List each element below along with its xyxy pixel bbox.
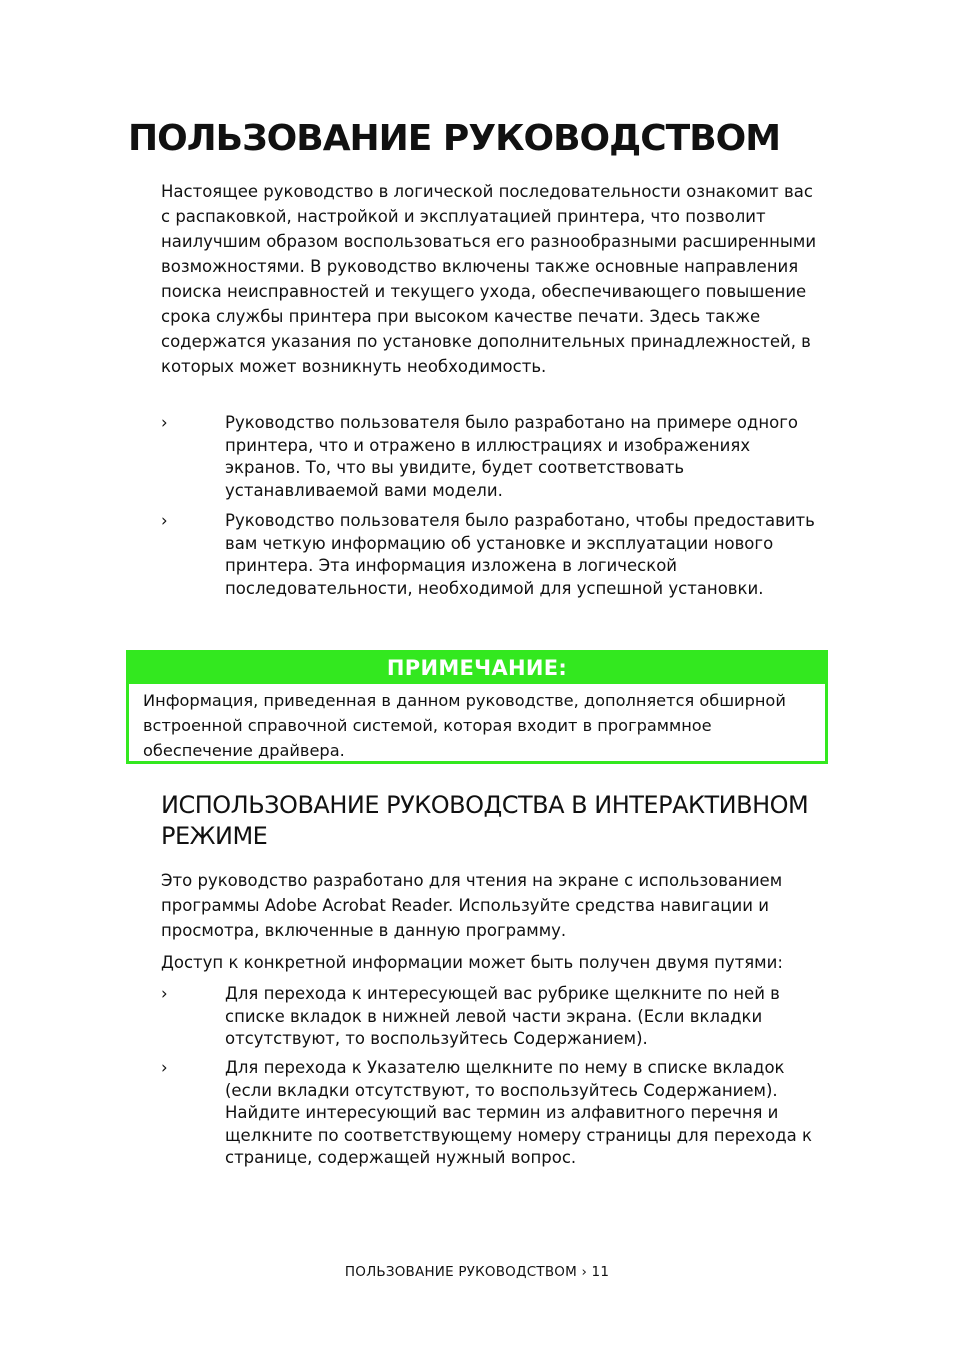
section-paragraph: Доступ к конкретной информации может быть получен двумя путями:: [161, 953, 783, 972]
intro-paragraph: Настоящее руководство в логической последовательности ознакомит вас с распаковкой, настройкой и эксплуатацией принтера, что позволит наилучшим образом воспользоваться его разнообразными расширенными возможностями. В руководство включены также основные направления поиска неисправностей и текущего ухода, обеспечивающего повышение срока службы принтера при высоком качестве печати. Здесь также содержатся указания по установке дополнительных принадлежностей, в которых может возникнуть необходимость.: [161, 182, 817, 376]
list-item-text: Для перехода к интересующей вас рубрике щелкните по ней в списке вкладок в нижней левой части экрана. (Если вкладки отсутствуют, то воспользуйтесь Содержанием).: [225, 984, 780, 1049]
list-item: [161, 1057, 825, 1170]
page-title: ПОЛЬЗОВАНИЕ РУКОВОДСТВОМ: [128, 118, 781, 159]
list-item-text: Руководство пользователя было разработано на примере одного принтера, что и отражено в иллюстрациях и изображениях экранов. То, что вы увидите, будет соответствовать устанавливаемой вами модели.: [225, 413, 798, 500]
list-item: [161, 983, 825, 1051]
note-heading: ПРИМЕЧАНИЕ:: [129, 653, 825, 684]
bullet-chevron-icon: ›: [161, 1058, 168, 1077]
list-item: [161, 412, 825, 502]
list-item-text: Для перехода к Указателю щелкните по нему в списке вкладок (если вкладки отсутствуют, то воспользуйтесь Содержанием). Найдите интересующий вас термин из алфавитного перечня и щелкните по соответствующему номеру страницы для перехода к странице, содержащей нужный вопрос.: [225, 1058, 812, 1168]
bullet-chevron-icon: ›: [161, 413, 168, 432]
list-item-text: Руководство пользователя было разработано, чтобы предоставить вам четкую информацию об установке и эксплуатации нового принтера. Эта информация изложена в логической последовательности, необходимой для успешной установки.: [225, 511, 815, 598]
bullet-chevron-icon: ›: [161, 984, 168, 1003]
list-item: [161, 510, 825, 600]
page-footer: ПОЛЬЗОВАНИЕ РУКОВОДСТВОМ › 11: [344, 1264, 610, 1280]
bullet-chevron-icon: ›: [161, 511, 168, 530]
section-heading: ИСПОЛЬЗОВАНИЕ РУКОВОДСТВА В ИНТЕРАКТИВНОМ РЕЖИМЕ: [161, 791, 809, 850]
note-box: [126, 650, 828, 764]
section-paragraph: Это руководство разработано для чтения на экране с использованием программы Adobe Acrobat Reader. Используйте средства навигации и просмотра, включенные в данную программу.: [161, 871, 783, 940]
note-text: Информация, приведенная в данном руководстве, дополняется обширной встроенной справочной системой, которая входит в программное обеспечение драйвера.: [143, 691, 786, 760]
